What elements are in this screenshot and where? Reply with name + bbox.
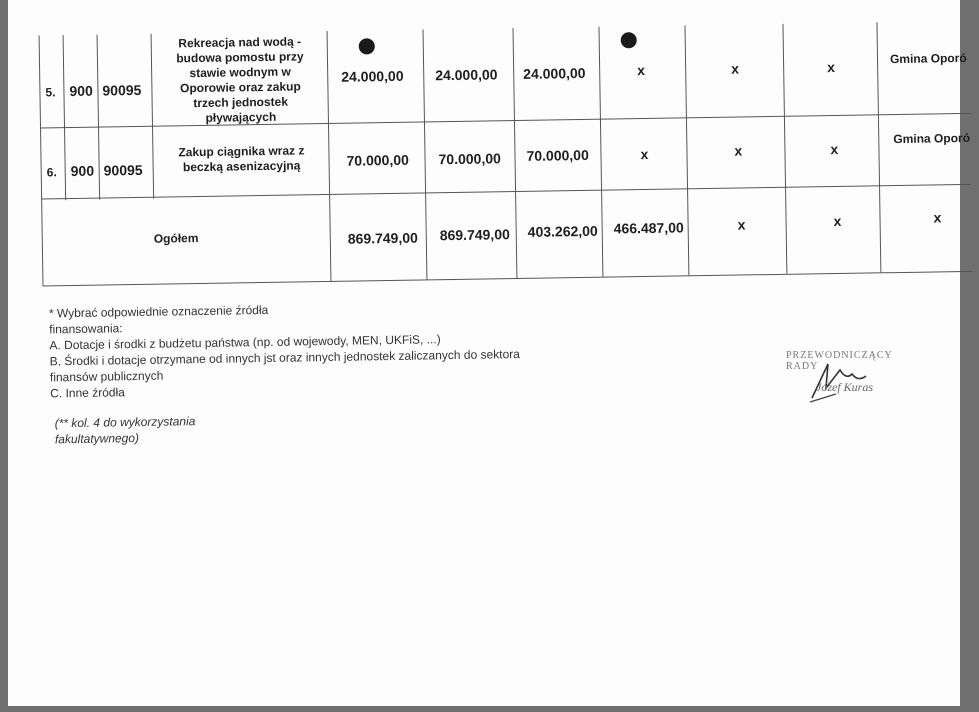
row-x: x bbox=[734, 142, 743, 159]
grid-line bbox=[39, 36, 44, 286]
total-x: x bbox=[933, 209, 942, 226]
row-amount-total: 24.000,00 bbox=[341, 67, 404, 85]
grid-line bbox=[513, 28, 518, 278]
grid-line bbox=[97, 35, 101, 200]
total-x: x bbox=[737, 216, 746, 233]
footnote-line: finansów publicznych bbox=[49, 368, 164, 385]
row-dzial: 900 bbox=[70, 162, 95, 180]
row-x: x bbox=[637, 62, 646, 79]
grid-line bbox=[876, 22, 881, 272]
row-dzial: 900 bbox=[69, 82, 93, 100]
footnote-line: fakultatywnego) bbox=[54, 430, 140, 447]
row-description: Zakup ciągnika wraz z beczką asenizacyjną bbox=[178, 143, 305, 175]
footnote-line: * Wybrać odpowiednie oznaczenie źródła bbox=[48, 302, 269, 321]
grid-line bbox=[63, 35, 67, 200]
total-value: 403.262,00 bbox=[527, 222, 598, 240]
grid-line bbox=[423, 29, 428, 279]
row-amount-total: 70.000,00 bbox=[346, 151, 409, 169]
total-x: x bbox=[833, 212, 842, 230]
row-number: 5. bbox=[45, 85, 56, 100]
total-value: 869.749,00 bbox=[347, 229, 418, 247]
row-x: x bbox=[827, 59, 836, 76]
grid-line bbox=[41, 184, 971, 200]
row-unit: Gmina Oporó bbox=[893, 130, 971, 147]
row-x: x bbox=[640, 145, 649, 163]
total-label: Ogółem bbox=[153, 231, 199, 246]
footnote-line: B. Środki i dotacje otrzymane od innych jst oraz innych jednostek zaliczanych do sektora bbox=[49, 347, 520, 369]
footnote-line: A. Dotacje i środki z budżetu państwa (np. od wojewody, MEN, UKFiS, ...) bbox=[49, 332, 441, 353]
footnote-line: finansowania: bbox=[49, 321, 123, 337]
row-rozdzial: 90095 bbox=[103, 161, 143, 179]
row-unit: Gmina Oporó bbox=[889, 50, 967, 67]
grid-line bbox=[598, 27, 603, 277]
grid-line bbox=[151, 34, 155, 199]
row-x: x bbox=[731, 60, 740, 77]
row-amount: 24.000,00 bbox=[523, 64, 586, 82]
hole-punch-mark bbox=[359, 38, 375, 54]
row-amount: 70.000,00 bbox=[526, 146, 589, 164]
grid-line bbox=[42, 271, 972, 287]
chairman-stamp bbox=[776, 350, 926, 410]
row-amount: 24.000,00 bbox=[435, 66, 498, 84]
footnote-line: (** kol. 4 do wykorzystania bbox=[54, 414, 196, 431]
hole-punch-mark bbox=[621, 32, 637, 48]
document-page bbox=[8, 0, 971, 706]
row-number: 6. bbox=[46, 165, 57, 180]
row-description: Rekreacja nad wodą - budowa pomostu przy stawie wodnym w Oporowie oraz zakup trzech jednostek pływających bbox=[176, 34, 304, 125]
total-value: 869.749,00 bbox=[439, 226, 510, 244]
grid-line bbox=[327, 31, 332, 281]
grid-line bbox=[684, 25, 689, 275]
row-x: x bbox=[830, 140, 839, 158]
footnote-line: C. Inne źródła bbox=[50, 385, 126, 401]
row-amount: 70.000,00 bbox=[438, 150, 501, 168]
total-value: 466.487,00 bbox=[613, 219, 684, 237]
grid-line bbox=[782, 24, 787, 274]
row-rozdzial: 90095 bbox=[102, 81, 142, 99]
stamp-title: PRZEWODNICZĄCY RADY bbox=[786, 350, 893, 372]
stamp-name: Józef Kuras bbox=[816, 380, 873, 394]
